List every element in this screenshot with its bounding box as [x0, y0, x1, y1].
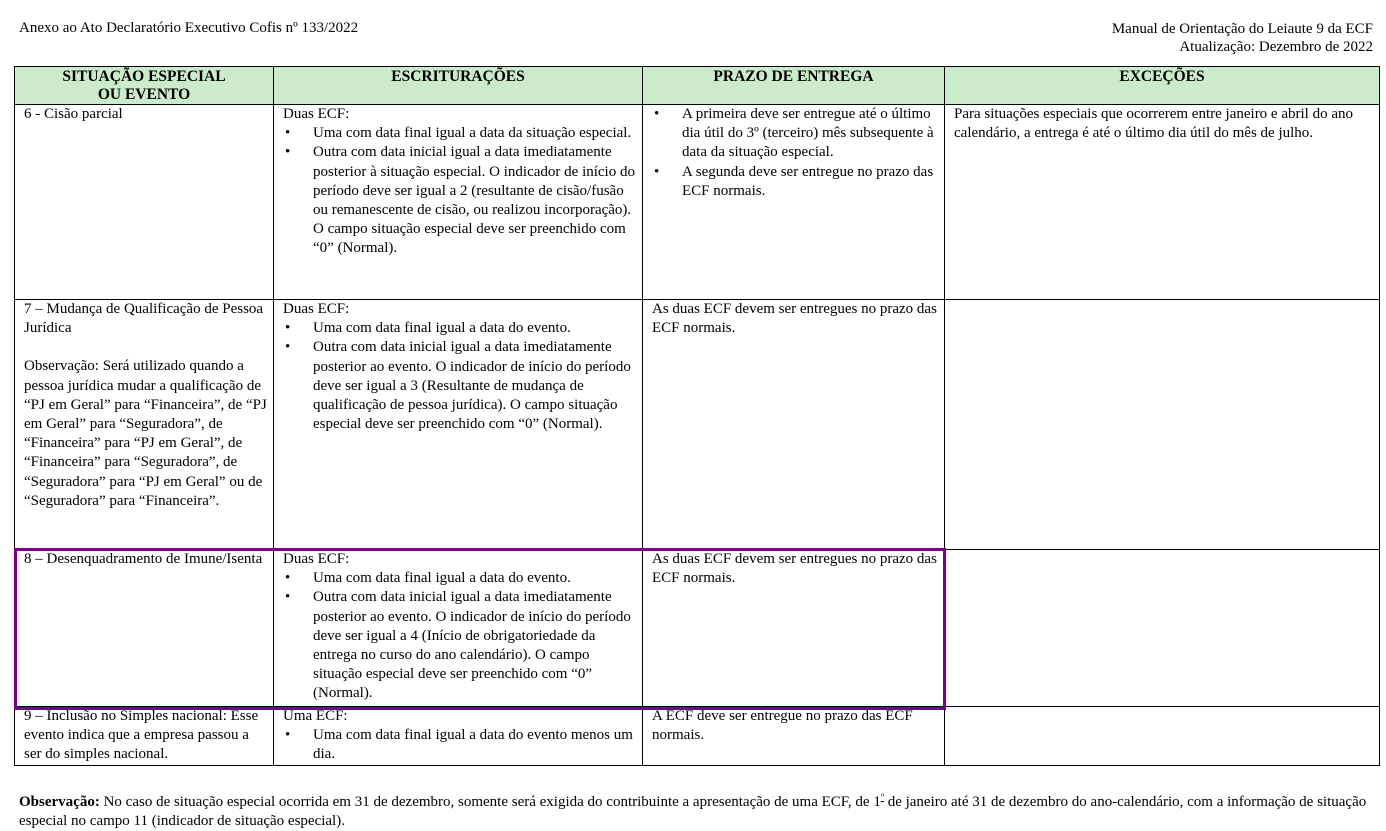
table-row: [15, 105, 1380, 300]
cell-excecoes: [945, 707, 1380, 766]
cell-prazo: A ECF deve ser entregue no prazo das ECF normais.: [643, 707, 945, 766]
cell-escrituracoes: [274, 550, 643, 707]
cell-prazo: As duas ECF devem ser entregues no prazo das ECF normais.: [643, 550, 945, 707]
table-row: [15, 550, 1380, 707]
header-situacao-line1: SITUAÇÃO ESPECIAL: [62, 68, 226, 85]
table-header-row: [15, 67, 1380, 105]
cell-escrituracoes: [274, 105, 643, 300]
situacao-title: 7 – Mudança de Qualificação de Pessoa Jurídica: [24, 301, 264, 337]
list-item: • Uma com data final igual a data do evento.: [283, 569, 638, 588]
ecf-count: Duas ECF:: [283, 551, 350, 567]
document-header-left: Anexo ao Ato Declaratório Executivo Cofis nº 133/2022: [19, 20, 359, 36]
update-date: Atualização: Dezembro de 2022: [1179, 39, 1373, 55]
manual-title: Manual de Orientação do Leiaute 9 da ECF: [1111, 21, 1373, 37]
header-escrituracoes: ESCRITURAÇÕES: [274, 67, 643, 105]
situacao-observacao: Observação: Será utilizado quando a pessoa jurídica mudar a qualificação de “PJ em Geral” para “Financeira”, de “PJ em Geral” para “Seguradora”, de “Financeira” para “PJ em Geral”, de “Financeira” para “Seguradora”, de “Seguradora” para “PJ em Geral” ou de “Seguradora” para “Financeira”.: [24, 358, 267, 509]
cell-prazo: [643, 105, 945, 300]
header-excecoes: EXCEÇÕES: [945, 67, 1380, 105]
table-row: [15, 707, 1380, 766]
header-situacao-line2: OU EVENTO: [97, 86, 191, 103]
header-prazo: PRAZO DE ENTREGA: [643, 67, 945, 105]
observation-text-2: de janeiro até 31 de dezembro do ano-calendário, com a informação de situação especial no campo 11 (indicador de situação especial).: [19, 794, 1367, 829]
cell-escrituracoes: [274, 300, 643, 550]
cell-escrituracoes: [274, 707, 643, 766]
table-row: [15, 300, 1380, 550]
ecf-count: Uma ECF:: [283, 708, 348, 724]
cell-situacao: [15, 300, 274, 550]
document-header-right: [1112, 20, 1373, 56]
ecf-count: Duas ECF:: [283, 301, 350, 317]
observation-superscript: º: [880, 792, 884, 803]
cell-situacao: 9 – Inclusão no Simples nacional: Esse evento indica que a empresa passou a ser do simples nacional.: [15, 707, 274, 766]
observation-text-1: No caso de situação especial ocorrida em 31 de dezembro, somente será exigida do contribuinte a apresentação de uma ECF, de 1: [99, 794, 881, 810]
observation-label: Observação:: [19, 794, 100, 810]
cell-prazo: As duas ECF devem ser entregues no prazo das ECF normais.: [643, 300, 945, 550]
footer-observation: [19, 788, 1381, 831]
header-situacao: [15, 67, 274, 105]
special-situations-table: [14, 66, 1380, 766]
list-item: • Outra com data inicial igual a data imediatamente posterior ao evento. O indicador de início do período deve ser igual a 3 (Resultante de mudança de qualificação de pessoa jurídica). O campo situação especial deve ser preenchido com “0” (Normal).: [283, 338, 638, 434]
cell-situacao: 6 - Cisão parcial: [15, 105, 274, 300]
list-item: • Uma com data final igual a data do evento.: [283, 319, 638, 338]
cell-excecoes: [945, 550, 1380, 707]
list-item: • Outra com data inicial igual a data imediatamente posterior à situação especial. O indicador de início do período deve ser igual a 2 (resultante de cisão/fusão ou remanescente de cisão, ou realizou incorporação). O campo situação especial deve ser preenchido com “0” (Normal).: [283, 143, 638, 258]
cell-excecoes: [945, 300, 1380, 550]
list-item: • Uma com data final igual a data do evento menos um dia.: [283, 726, 638, 764]
list-item: • A primeira deve ser entregue até o último dia útil do 3º (terceiro) mês subsequente à data da situação especial.: [652, 105, 940, 163]
cell-situacao: 8 – Desenquadramento de Imune/Isenta: [15, 550, 274, 707]
list-item: • Uma com data final igual a data da situação especial.: [283, 124, 638, 143]
list-item: • Outra com data inicial igual a data imediatamente posterior ao evento. O indicador de início do período deve ser igual a 4 (Início de obrigatoriedade da entrega no curso do ano calendário). O campo situação especial deve ser preenchido com “0” (Normal).: [283, 588, 638, 703]
list-item: • A segunda deve ser entregue no prazo das ECF normais.: [652, 163, 940, 201]
cell-excecoes: Para situações especiais que ocorrerem entre janeiro e abril do ano calendário, a entrega é até o último dia útil do mês de julho.: [945, 105, 1380, 300]
ecf-count: Duas ECF:: [283, 106, 350, 122]
